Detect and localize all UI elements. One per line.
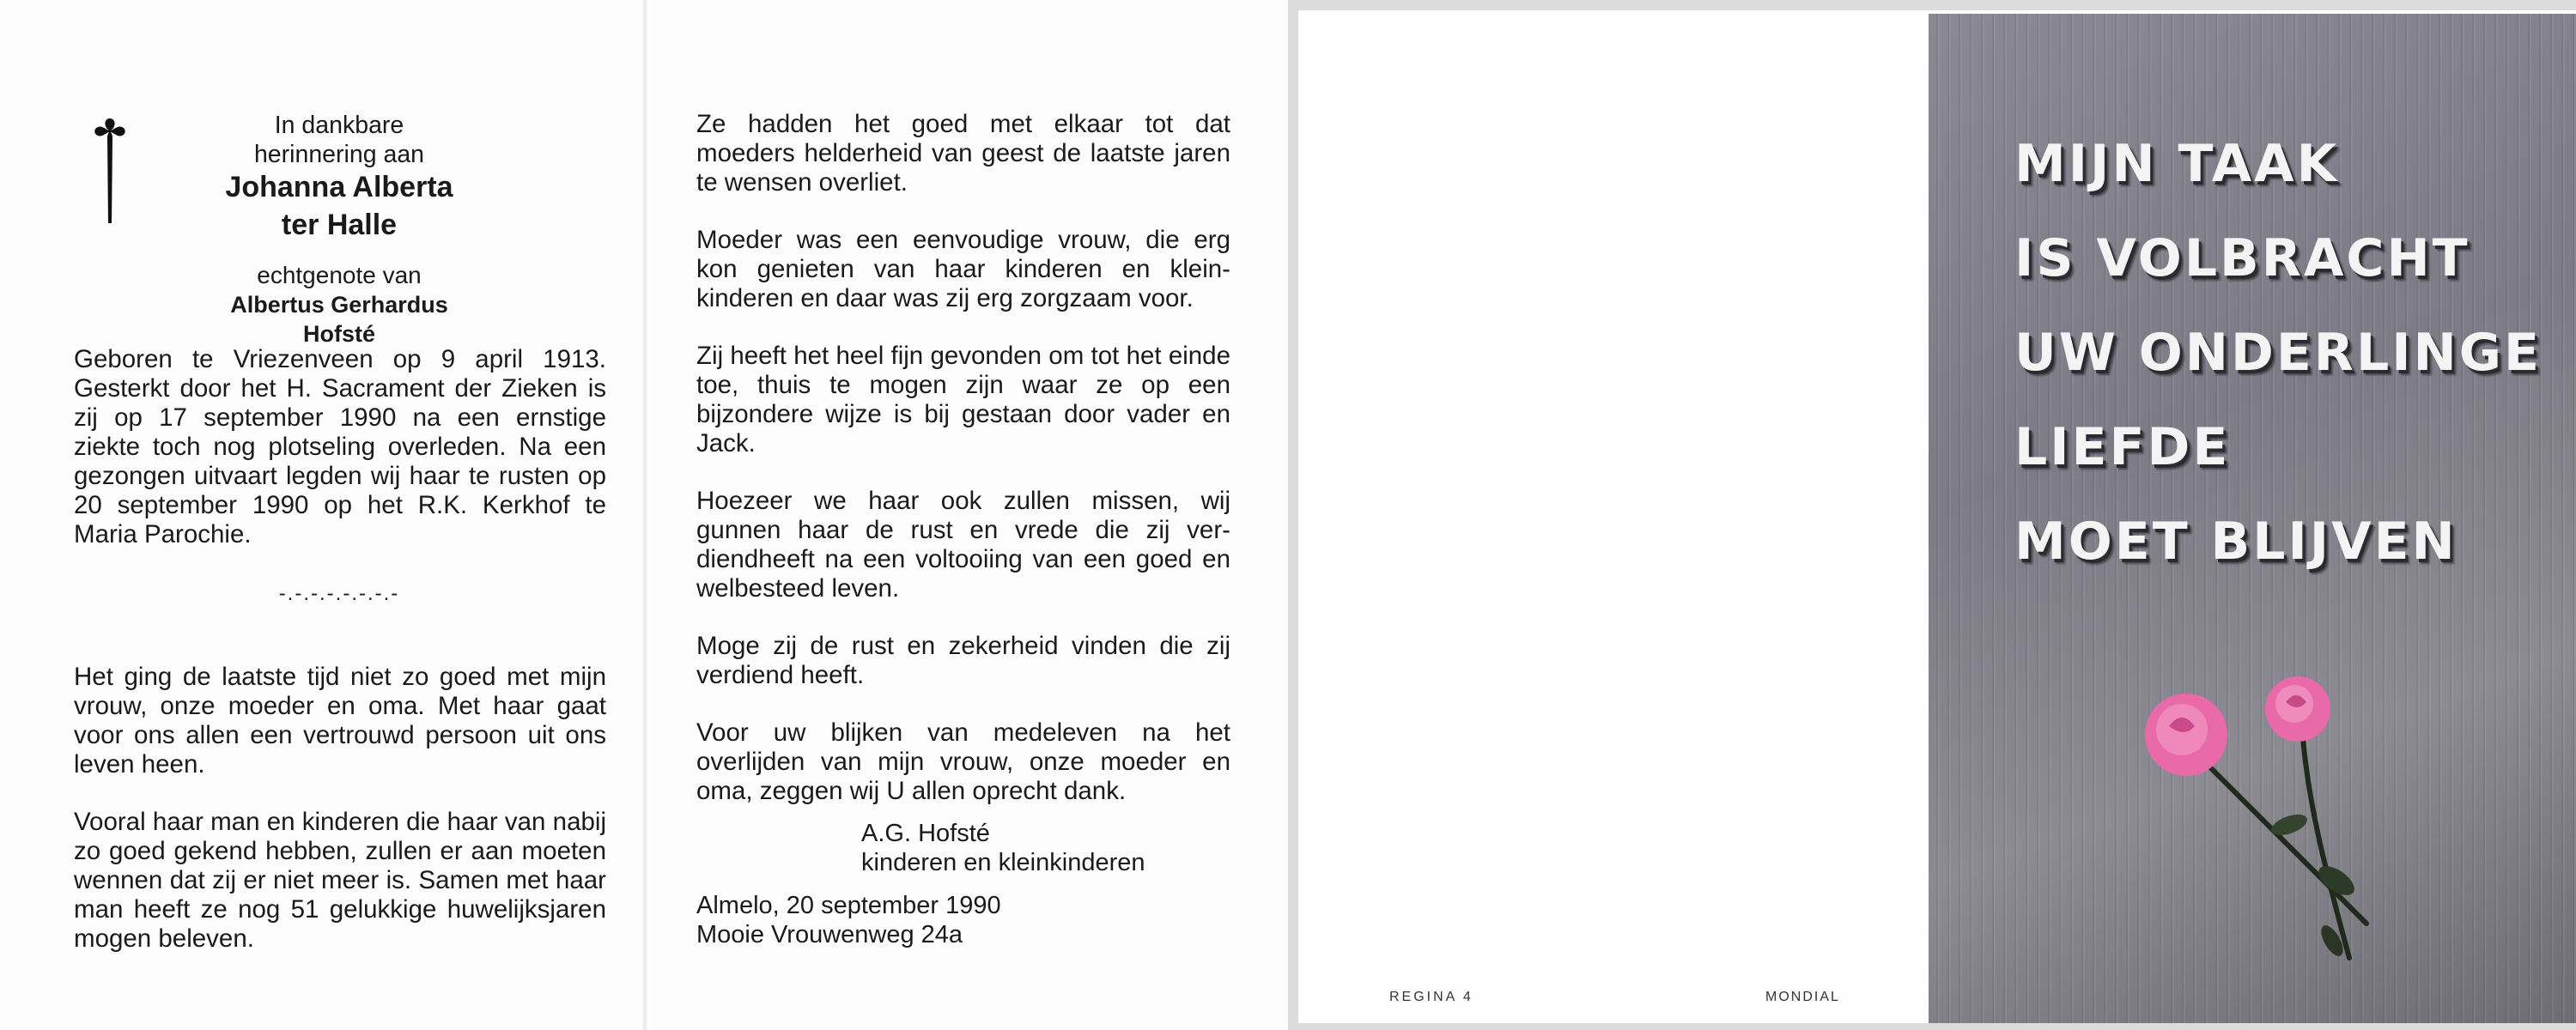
thanks-paragraph: Voor uw blijken van medeleven na het overlijden van mijn vrouw, onze moeder en oma, zeggen wij U allen oprecht dank. — [696, 718, 1230, 805]
print-label-right: MONDIAL — [1765, 990, 1840, 1004]
spouse-label: echtgenote van — [257, 262, 422, 288]
name-line-1: Johanna Alberta — [225, 171, 453, 203]
intro-text: In dankbare herinnering aan — [253, 112, 425, 168]
center-fold — [642, 0, 647, 1030]
quote-line: MIJN TAAK — [2014, 134, 2340, 194]
address: Mooie Vrouwenweg 24a — [696, 921, 963, 948]
tribute-paragraph: Ze hadden het goed met elkaar tot dat moeders helderheid van geest de laatste jaren te wensen overliet. — [696, 110, 1230, 197]
cover-photo — [1929, 14, 2576, 1023]
cross-icon — [86, 115, 134, 227]
place-date: Almelo, 20 september 1990 — [696, 892, 1001, 919]
separator: -.-.-.-.-.-.-.- — [278, 582, 400, 605]
deceased-name — [215, 168, 464, 244]
quote-line: LIEFDE — [2014, 417, 2231, 477]
signer-name: A.G. Hofsté — [861, 820, 990, 847]
place-date-block — [696, 891, 1001, 949]
print-label-left: REGINA 4 — [1389, 990, 1473, 1004]
quote-line: MOET BLIJVEN — [2014, 512, 2458, 572]
spouse-name: Albertus Gerhardus Hofsté — [230, 292, 448, 347]
name-line-2: ter Halle — [281, 209, 398, 241]
tribute-paragraph: Zij heeft het heel fijn gevonden om tot het einde toe, thuis te mogen zijn waar ze op een bijzondere wijze is bij gestaan door vader en Jack. — [696, 342, 1230, 457]
rose-right — [2265, 676, 2330, 742]
biography-paragraph: Geboren te Vriezenveen op 9 april 1913. Gesterkt door het H. Sacrament der Zieken is zij op 17 september 1990 na een ernstige ziekte toch nog plotseling overleden. Na een gezongen uitvaart legden wij haar te rusten op 20 september 1990 op het R.K. Kerkhof te Maria Parochie. — [74, 345, 606, 548]
tribute-paragraph: Moeder was een eenvoudige vrouw, die erg kon genieten van haar kinderen en klein-kinderen en daar was zij erg zorgzaam voor. — [696, 226, 1230, 312]
tribute-block-right — [696, 110, 1230, 806]
quote-line: UW ONDERLINGE — [2014, 323, 2543, 383]
signature-block — [861, 819, 1145, 877]
tribute-block-left — [74, 663, 606, 954]
signer-family: kinderen en kleinkinderen — [861, 849, 1145, 876]
tribute-paragraph: Hoezeer we haar ook zullen missen, wij gunnen haar de rust en vrede die zij ver-diendheeft na een voltooiing van een goed en welbesteed leven. — [696, 487, 1230, 603]
rose-left — [2145, 694, 2227, 776]
biography-block — [74, 345, 606, 549]
tribute-paragraph: Het ging de laatste tijd niet zo goed met mijn vrouw, onze moeder en oma. Met haar gaat voor ons allen een vertrouwd persoon uit ons leven heen. — [74, 663, 606, 779]
tribute-paragraph: Vooral haar man en kinderen die haar van nabij zo goed gekend hebben, zullen er aan moeten wennen dat zij er niet meer is. Samen met haar man heeft ze nog 51 gelukkige huwelijksjaren mogen beleven. — [74, 808, 606, 953]
tribute-paragraph: Moge zij de rust en zekerheid vinden die zij verdiend heeft. — [696, 632, 1230, 689]
quote-line: IS VOLBRACHT — [2014, 228, 2470, 288]
roses-image — [2135, 666, 2409, 975]
